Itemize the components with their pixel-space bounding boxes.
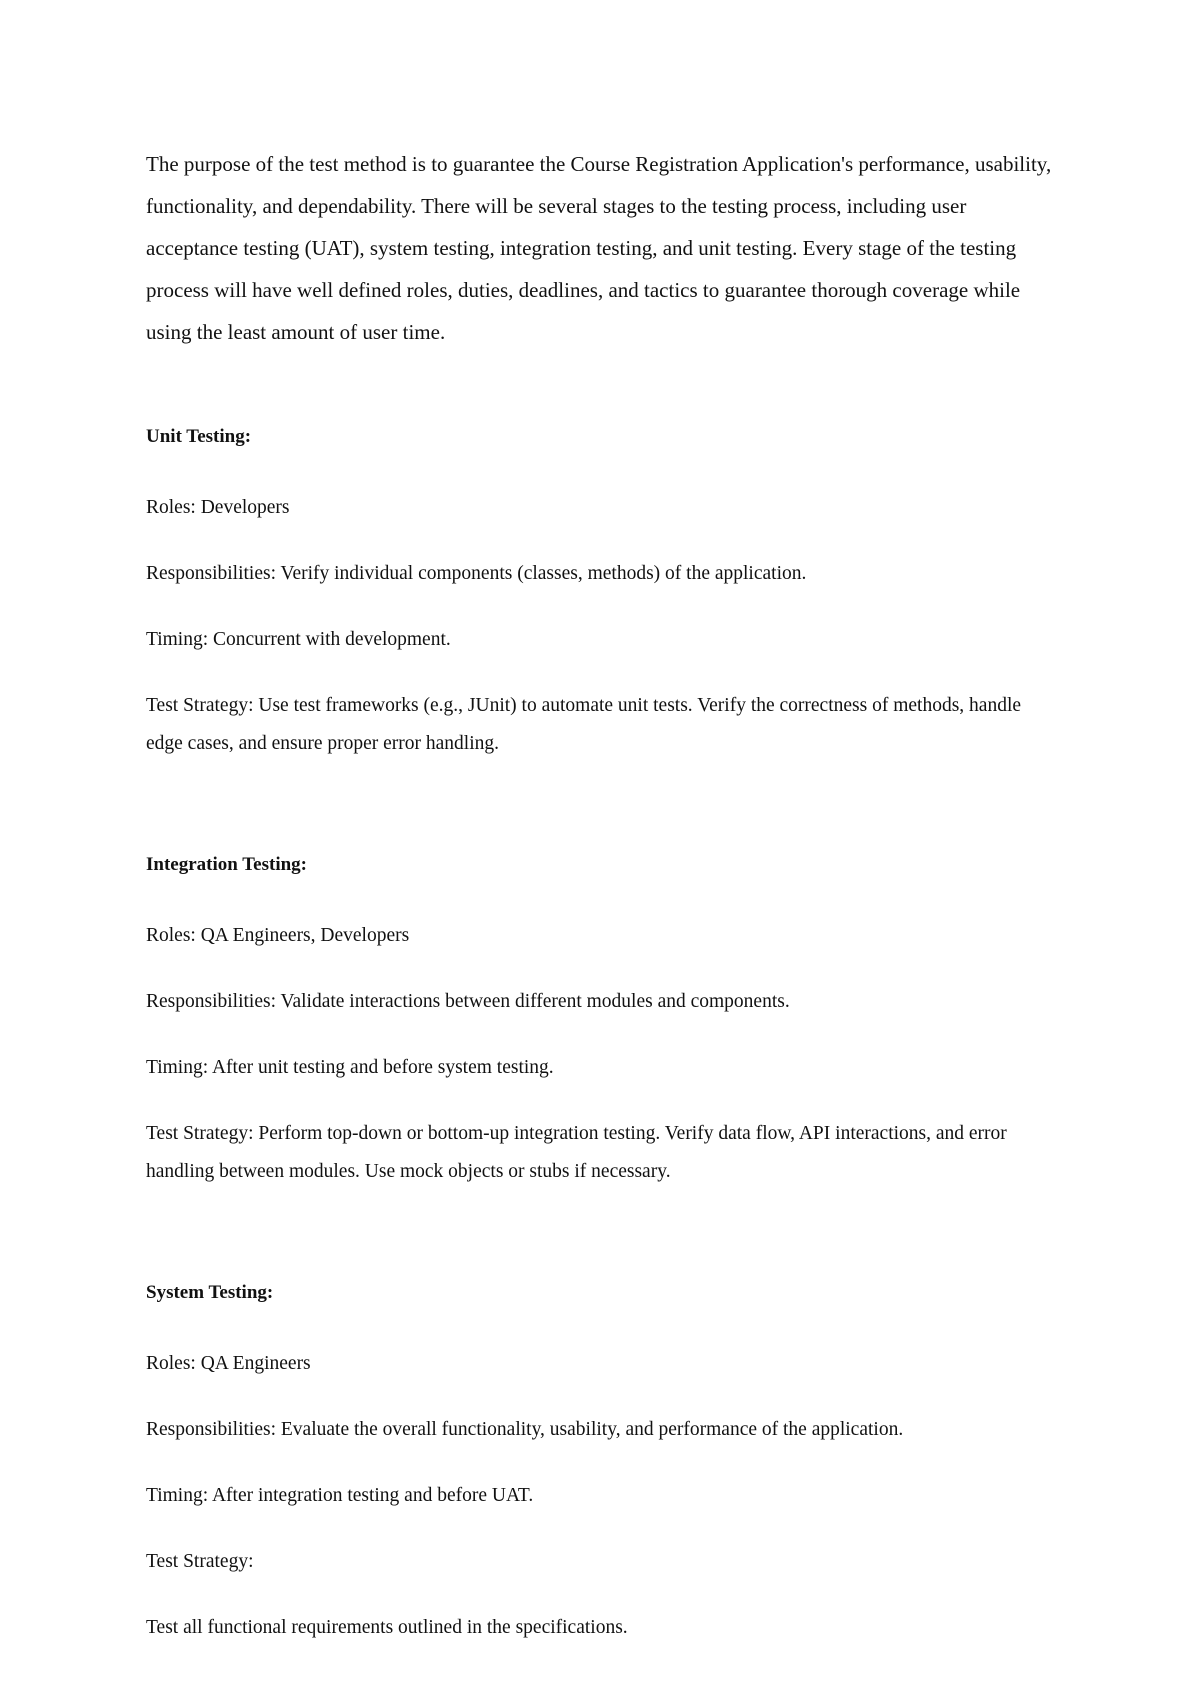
test-strategy-line: Test Strategy: [146, 1551, 254, 1572]
section-heading: Unit Testing: [146, 426, 252, 447]
responsibilities-line: Responsibilities: Evaluate the overall functionality, usability, and performance of the application. [146, 1419, 904, 1440]
section-heading: System Testing: [146, 1282, 274, 1303]
roles-line: Roles: QA Engineers [146, 1353, 311, 1374]
strategy-detail-line: Test all functional requirements outlined in the specifications. [146, 1617, 628, 1638]
responsibilities-line: Responsibilities: Verify individual components (classes, methods) of the application. [146, 563, 807, 584]
section-heading: Integration Testing: [146, 854, 307, 875]
document-body [146, 143, 1056, 1675]
roles-line: Roles: QA Engineers, Developers [146, 925, 410, 946]
test-strategy-line: Test Strategy: Perform top-down or bottom-up integration testing. Verify data flow, API interactions, and error handling between modules. Use mock objects or stubs if necessary. [146, 1123, 1007, 1182]
timing-line: Timing: Concurrent with development. [146, 629, 451, 650]
section-system-testing [146, 1281, 1056, 1647]
roles-line: Roles: Developers [146, 497, 290, 518]
responsibilities-line: Responsibilities: Validate interactions between different modules and components. [146, 991, 790, 1012]
timing-line: Timing: After unit testing and before system testing. [146, 1057, 554, 1078]
timing-line: Timing: After integration testing and before UAT. [146, 1485, 534, 1506]
intro-paragraph: The purpose of the test method is to guarantee the Course Registration Application's performance, usability, functionality, and dependability. There will be several stages to the testing process, including user acceptance testing (UAT), system testing, integration testing, and unit testing. Every stage of the testing process will have well defined roles, duties, deadlines, and tactics to guarantee thorough coverage while using the least amount of user time. [146, 152, 1052, 344]
section-unit-testing [146, 425, 1056, 763]
section-integration-testing [146, 853, 1056, 1191]
test-strategy-line: Test Strategy: Use test frameworks (e.g., JUnit) to automate unit tests. Verify the correctness of methods, handle edge cases, and ensure proper error handling. [146, 695, 1022, 754]
